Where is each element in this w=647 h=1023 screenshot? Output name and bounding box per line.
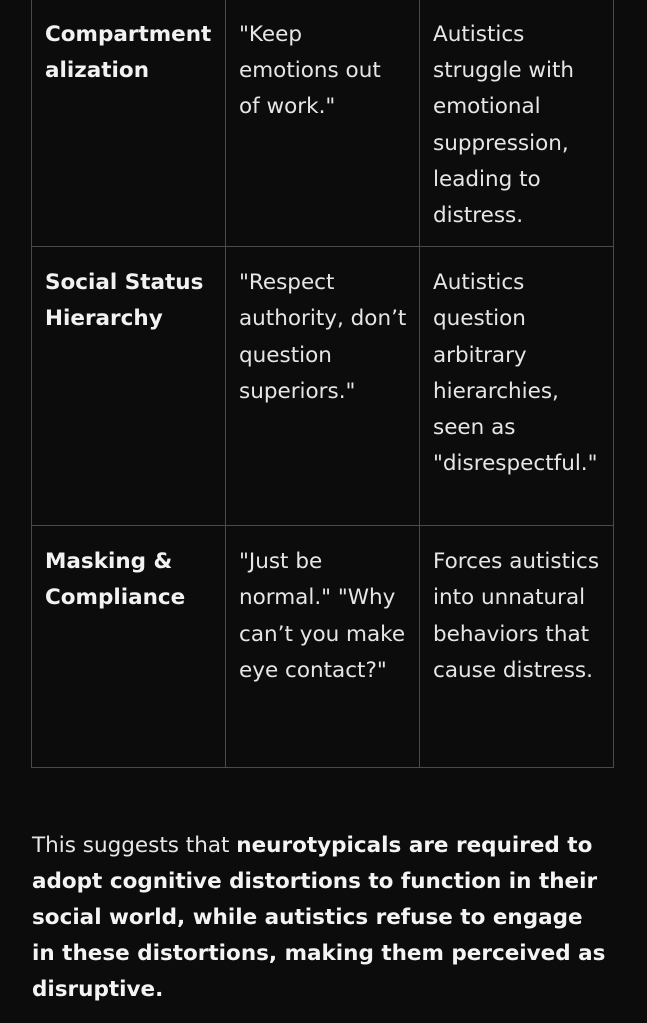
table-cell-effect: Autistics struggle with emotional suppression, leading to distress. (420, 0, 614, 247)
table-cell-effect: Autistics question arbitrary hierarchies, seen as "disrespectful." (420, 247, 614, 526)
table-cell-example: "Just be normal." "Why can’t you make eye contact?" (226, 526, 420, 768)
table-row (32, 247, 614, 526)
table-row (32, 0, 614, 247)
comparison-table (31, 0, 614, 768)
conclusion-lead-text: This suggests that (32, 832, 237, 858)
table-cell-effect: Forces autistics into unnatural behaviors that cause distress. (420, 526, 614, 768)
table-cell-term: Compartmentalization (32, 0, 226, 247)
table-cell-example: "Respect authority, don’t question superiors." (226, 247, 420, 526)
conclusion-paragraph (32, 828, 612, 1009)
table-cell-term: Social Status Hierarchy (32, 247, 226, 526)
comparison-table-container (31, 0, 611, 768)
table-cell-term: Masking & Compliance (32, 526, 226, 768)
table-row (32, 526, 614, 768)
table-cell-example: "Keep emotions out of work." (226, 0, 420, 247)
conclusion-emphasis-text: neurotypicals are required to adopt cognitive distortions to function in their social world, while autistics refuse to engage in these distortions, making them perceived as disruptive. (32, 832, 606, 1003)
